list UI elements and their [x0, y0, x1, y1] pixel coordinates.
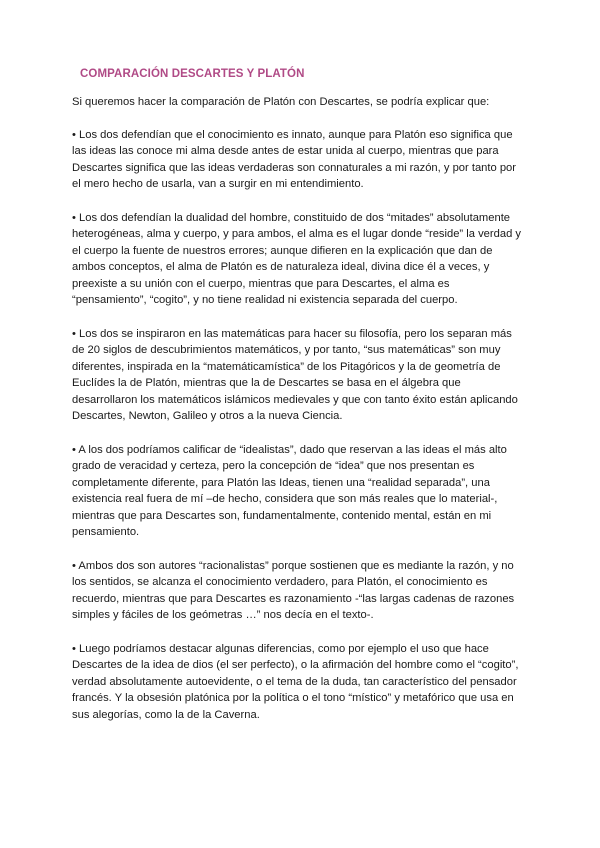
intro-paragraph: Si queremos hacer la comparación de Platón con Descartes, se podría explicar que:	[72, 96, 490, 108]
paragraph-differences: • Luego podríamos destacar algunas diferencias, como por ejemplo el uso que hace Descartes de la idea de dios (el ser perfecto), o la afirmación del hombre como el “cogito”, verdad absolutamente autoevidente, o el tema de la duda, tan característico del pensador francés. Y la obsesión platónica por la política o el tono “místico” y metafórico que usa en sus alegorías, como la de la Caverna.	[72, 642, 519, 721]
paragraph-idealism: • A los dos podríamos calificar de “idealistas”, dado que reservan a las ideas el más alto grado de veracidad y certeza, pero la concepción de “idea” que nos presentan es completamente diferente, para Platón las Ideas, tienen una “realidad separada”, una existencia real fuera de mí –de hecho, considera que son más reales que lo material-, mientras que para Descartes son, fundamentalmente, contenido mental, están en mi pensamiento.	[72, 443, 507, 538]
paragraph-innate-knowledge: • Los dos defendían que el conocimiento es innato, aunque para Platón eso significa que las ideas las conoce mi alma desde antes de estar unida al cuerpo, mientras que para Descartes significa que las ideas verdaderas son connaturales a mi razón, y por tanto por el mero hecho de usarla, van a surgir en mi entendimiento.	[72, 128, 517, 190]
document-title: COMPARACIÓN DESCARTES Y PLATÓN	[80, 68, 305, 80]
paragraph-dualism: • Los dos defendían la dualidad del hombre, constituido de dos “mitades” absolutamente heterogéneas, alma y cuerpo, y para ambos, el alma es el lugar donde “reside” la verdad y el cuerpo la fuente de nuestros errores; aunque difieren en la explicación que dan de ambos conceptos, el alma de Platón es de naturaleza ideal, divina dice él a veces, y preexiste a su unión con el cuerpo, mientras que para Descartes, el alma es “pensamiento”, “cogito”, y no tiene realidad ni existencia separada del cuerpo.	[72, 211, 521, 306]
paragraph-rationalism: • Ambos dos son autores “racionalistas” porque sostienen que es mediante la razón, y no los sentidos, se alcanza el conocimiento verdadero, para Platón, el conocimiento es recuerdo, mientras que para Descartes es razonamiento -“las largas cadenas de razones simples y fáciles de los geómetras …” nos decía en el texto-.	[72, 559, 515, 621]
document-page	[72, 68, 522, 740]
paragraph-mathematics: • Los dos se inspiraron en las matemáticas para hacer su filosofía, pero los separan más de 20 siglos de descubrimientos matemáticos, y por tanto, “sus matemáticas” son muy diferentes, inspirada en la “matemáticamística” de los Pitagóricos y la de geometría de Euclídes la de Platón, mientras que la de Descartes se basa en el álgebra que desarrollaron los matemáticos islámicos medievales y que con tanto éxito están aplicando Descartes, Newton, Galileo y otros a la nueva Ciencia.	[72, 327, 518, 422]
